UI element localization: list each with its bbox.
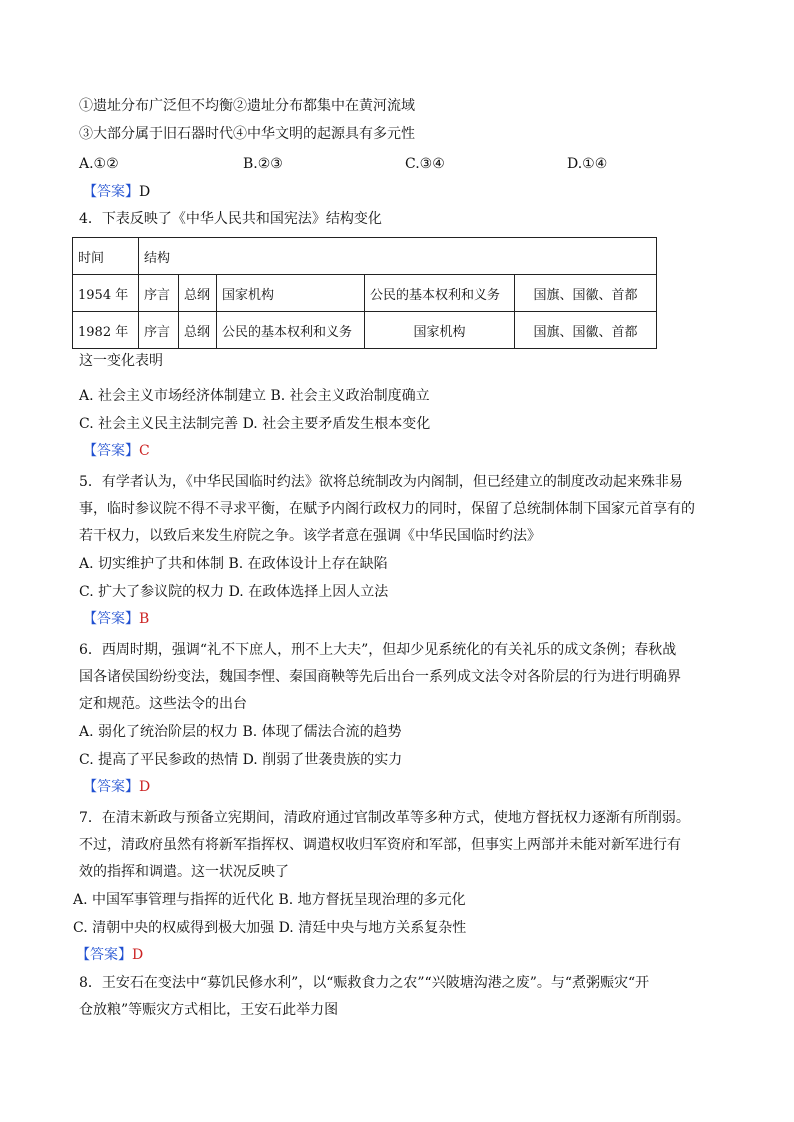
table-header-row (73, 238, 657, 275)
q6-options-cd: C. 提高了平民参政的热情 D. 削弱了世袭贵族的实力 (79, 752, 403, 768)
constitution-structure-table (72, 237, 657, 349)
cell-general: 总纲 (179, 312, 217, 349)
answer-label: 【答案】 (83, 611, 139, 627)
cell-chapter-4: 公民的基本权利和义务 (365, 275, 515, 312)
q3-option-a: A.①② (79, 156, 119, 172)
q4-stem: 4．下表反映了《中华人民共和国宪法》结构变化 (79, 211, 382, 227)
cell-chapter-3: 国家机构 (217, 275, 365, 312)
q7-stem-line-3: 效的指挥和调遣。这一状况反映了 (79, 864, 289, 880)
answer-value: D (139, 779, 151, 795)
q3-option-d: D.①④ (567, 156, 608, 172)
row-year: 1954 年 (73, 275, 139, 312)
table-row (73, 275, 657, 312)
q7-answer (76, 945, 143, 965)
answer-label: 【答案】 (83, 443, 139, 459)
q4-options-ab: A. 社会主义市场经济体制建立 B. 社会主义政治制度确立 (79, 388, 430, 404)
q5-stem-line-1: 5．有学者认为，《中华民国临时约法》欲将总统制改为内阁制，但已经建立的制度改动起来殊非易 (79, 474, 683, 490)
answer-value: C (139, 443, 150, 459)
cell-chapter-3: 公民的基本权利和义务 (217, 312, 365, 349)
table-row (73, 312, 657, 349)
q4-after-table: 这一变化表明 (79, 353, 163, 369)
q3-statement-line-2: ③大部分属于旧石器时代④中华文明的起源具有多元性 (79, 126, 415, 142)
q6-options-ab: A. 弱化了统治阶层的权力 B. 体现了儒法合流的趋势 (79, 724, 402, 740)
q5-answer (83, 609, 149, 629)
q6-stem-line-1: 6．西周时期，强调“礼不下庶人，刑不上大夫”，但却少见系统化的有关礼乐的成文条例；春秋战 (79, 642, 677, 658)
q5-stem-line-2: 事，临时参议院不得不寻求平衡，在赋予内阁行政权力的同时，保留了总统制体制下国家元首享有的 (79, 501, 695, 517)
cell-chapter-4: 国家机构 (365, 312, 515, 349)
q7-stem-line-2: 不过，清政府虽然有将新军指挥权、调遣权收归军资府和军部，但事实上两部并未能对新军进行有 (79, 837, 681, 853)
q7-options-cd: C. 清朝中央的权威得到极大加强 D. 清廷中央与地方关系复杂性 (73, 920, 467, 936)
q4-options-cd: C. 社会主义民主法制完善 D. 社会主要矛盾发生根本变化 (79, 416, 431, 432)
cell-general: 总纲 (179, 275, 217, 312)
q7-options-ab: A. 中国军事管理与指挥的近代化 B. 地方督抚呈现治理的多元化 (73, 892, 466, 908)
q3-option-c: C.③④ (405, 156, 445, 172)
answer-label: 【答案】 (83, 779, 139, 795)
q8-stem-line-1: 8．王安石在变法中“募饥民修水利”，以“赈救食力之农”“兴陂塘沟港之废”。与“煮粥赈灾“开 (79, 975, 650, 991)
answer-value: B (139, 611, 150, 627)
q6-stem-line-3: 定和规范。这些法令的出台 (79, 696, 247, 712)
answer-label: 【答案】 (76, 947, 132, 963)
answer-label: 【答案】 (83, 184, 139, 200)
answer-value: D (139, 184, 151, 200)
q5-options-cd: C. 扩大了参议院的权力 D. 在政体选择上因人立法 (79, 584, 389, 600)
q7-stem-line-1: 7．在清末新政与预备立宪期间，清政府通过官制改革等多种方式，使地方督抚权力逐渐有所削弱。 (79, 810, 690, 826)
row-year: 1982 年 (73, 312, 139, 349)
q6-stem-line-2: 国各诸侯国纷纷变法，魏国李悝、秦国商鞅等先后出台一系列成文法令对各阶层的行为进行明确界 (79, 669, 681, 685)
answer-value: D (132, 947, 144, 963)
q4-answer (83, 441, 150, 461)
cell-preamble: 序言 (139, 312, 179, 349)
header-time: 时间 (73, 238, 139, 275)
q3-answer (83, 182, 150, 202)
q8-stem-line-2: 仓放粮”等赈灾方式相比，王安石此举力图 (79, 1002, 339, 1018)
q5-stem-line-3: 若干权力，以致后来发生府院之争。该学者意在强调《中华民国临时约法》 (79, 528, 541, 544)
cell-preamble: 序言 (139, 275, 179, 312)
cell-chapter-5: 国旗、国徽、首都 (515, 312, 657, 349)
q3-statement-line-1: ①遗址分布广泛但不均衡②遗址分布都集中在黄河流域 (79, 98, 415, 114)
cell-chapter-5: 国旗、国徽、首都 (515, 275, 657, 312)
q6-answer (83, 777, 150, 797)
q3-option-b: B.②③ (243, 156, 283, 172)
header-structure: 结构 (139, 238, 657, 275)
q5-options-ab: A. 切实维护了共和体制 B. 在政体设计上存在缺陷 (79, 556, 388, 572)
